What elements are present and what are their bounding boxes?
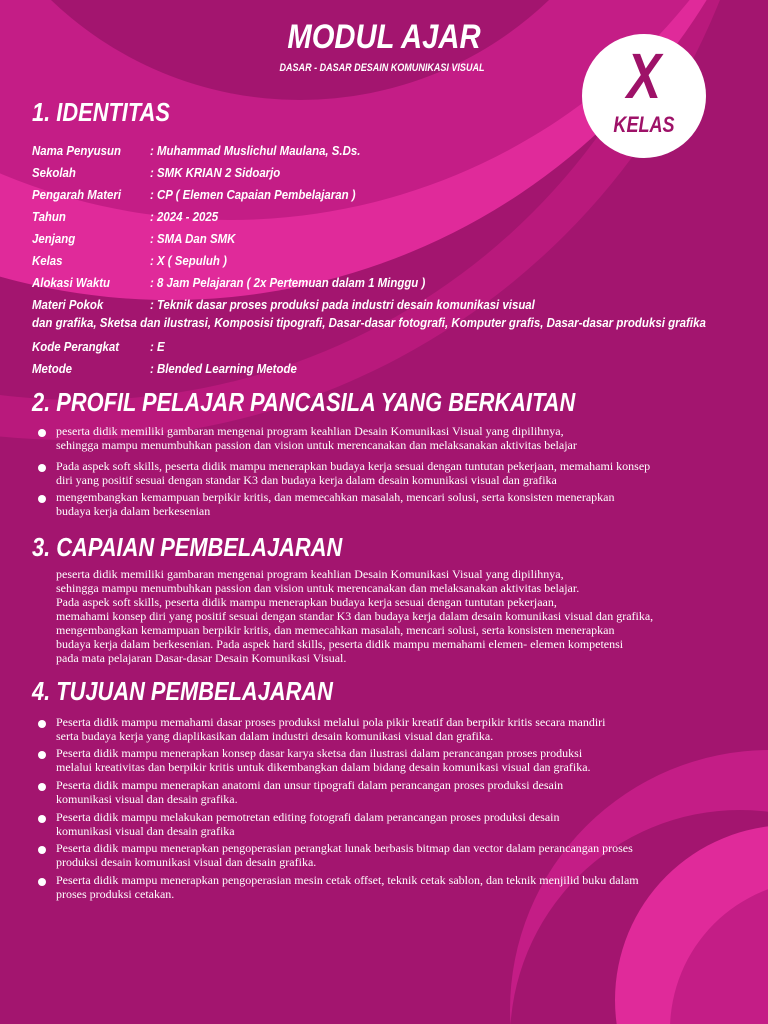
identity-label: Metode [32,361,73,376]
identity-value: : SMK KRIAN 2 Sidoarjo [150,165,281,180]
bullet-dot-icon [38,815,46,823]
identity-value: : 2024 - 2025 [150,209,219,224]
list-item-text: Peserta didik mampu memahami dasar proses produksi melalui pola pikir kreatif dan berpikir kritis secara mandiri serta budaya kerja yang diaplikasikan dalam industri desain komunikasi visual dan grafika. [56,715,606,743]
bullet-dot-icon [38,429,46,437]
list-item-text: Peserta didik mampu menerapkan anatomi dan unsur tipografi dalam perancangan proses produksi desain komunikasi visual dan desain grafika. [56,778,564,806]
identity-label: Nama Penyusun [32,143,122,158]
identity-value: : Blended Learning Metode [150,361,297,376]
identity-label: Sekolah [32,165,76,180]
identity-row [32,253,237,268]
identity-value: : SMA Dan SMK [150,231,236,246]
identity-row [32,275,463,290]
bullet-dot-icon [38,464,46,472]
bullet-dot-icon [38,846,46,854]
identity-materi-continuation: dan grafika, Sketsa dan ilustrasi, Komposisi tipografi, Dasar-dasar fotografi, Komputer grafis, Dasar-dasar produksi grafika [32,315,706,330]
identity-row [32,361,317,376]
identity-label: Materi Pokok [32,297,104,312]
bullet-dot-icon [38,495,46,503]
list-item-text: Peserta didik mampu menerapkan pengoperasian perangkat lunak berbasis bitmap dan vector dalam perancangan proses produksi desain komunikasi visual dan desain grafika. [56,841,633,869]
page-subtitle: DASAR - DASAR DESAIN KOMUNIKASI VISUAL [279,62,485,74]
list-item-text: Peserta didik mampu menerapkan pengoperasian mesin cetak offset, teknik cetak sablon, dan teknik menjilid buku dalam proses produksi cetakan. [56,873,639,901]
list-item-text: Peserta didik mampu menerapkan konsep dasar karya sketsa dan ilustrasi dalam perancangan proses produksi melalui kreativitas dan berpikir kritis untuk dikembangkan dalam bidang desain komunikasi visual dan grafika. [56,746,591,774]
bullet-dot-icon [38,751,46,759]
identity-label: Kode Perangkat [32,339,120,354]
section-heading-capaian: 3. CAPAIAN PEMBELAJARAN [32,532,343,562]
list-item-text: mengembangkan kemampuan berpikir kritis, dan memecahkan masalah, mencari solusi, serta konsisten menerapkan budaya kerja dalam berkesenian [56,490,615,518]
identity-label: Pengarah Materi [32,187,122,202]
class-badge [582,34,706,158]
page-title: MODUL AJAR [287,18,481,56]
identity-value: : CP ( Elemen Capaian Pembelajaran ) [150,187,356,202]
identity-row [32,143,389,158]
identity-value: : 8 Jam Pelajaran ( 2x Pertemuan dalam 1 Minggu ) [150,275,426,290]
identity-row [32,231,247,246]
identity-row [32,165,298,180]
bullet-dot-icon [38,783,46,791]
capaian-paragraph: peserta didik memiliki gambaran mengenai program keahlian Desain Komunikasi Visual yang dipilihnya, sehingga mampu menumbuhkan passion dan vision untuk merencanakan dan melaksanakan aktivitas belajar. Pada aspek soft skills, peserta didik mampu menerapkan budaya kerja sesuai dengan tuntutan pekerjaan, memahami konsep diri yang positif sesuai dengan standar K3 dan budaya kerja dalam desain komunikasi visual dan grafika, mengembangkan kemampuan berpikir kritis, dan memecahkan masalah, mencari solusi, serta konsisten menerapkan budaya kerja dalam berkesenian. Pada aspek hard skills, peserta didik mampu memahami elemen- elemen kompetensi pada mata pelajaran Dasar-dasar Desain Komunikasi Visual. [56,567,654,665]
identity-label: Jenjang [32,231,76,246]
list-item-text: peserta didik memiliki gambaran mengenai program keahlian Desain Komunikasi Visual yang dipilihnya, sehingga mampu menumbuhkan passion dan vision untuk merencanakan dan melaksanakan aktivitas belajar [56,424,577,452]
identity-row [32,339,167,354]
bullet-dot-icon [38,878,46,886]
identity-value: : X ( Sepuluh ) [150,253,227,268]
identity-label: Tahun [32,209,66,224]
bullet-dot-icon [38,720,46,728]
list-item-text: Pada aspek soft skills, peserta didik mampu menerapkan budaya kerja sesuai dengan tuntutan pekerjaan, memahami konsep diri yang positif sesuai dengan standar K3 dan budaya kerja dalam desain komunikasi visual dan grafika [56,459,651,487]
identity-value: : Teknik dasar proses produksi pada industri desain komunikasi visual [150,297,535,312]
identity-row [32,187,384,202]
identity-label: Kelas [32,253,63,268]
list-item-text: Peserta didik mampu melakukan pemotretan editing fotografi dalam perancangan proses produksi desain komunikasi visual dan desain grafika [56,810,560,838]
badge-label: KELAS [613,112,675,137]
badge-letter: X [626,40,662,112]
identity-row [32,209,227,224]
section-heading-profil: 2. PROFIL PELAJAR PANCASILA YANG BERKAITAN [32,387,576,417]
section-heading-identitas: 1. IDENTITAS [32,97,170,127]
identity-row [32,297,587,312]
identity-value: : E [150,339,165,354]
identity-value: : Muhammad Muslichul Maulana, S.Ds. [150,143,361,158]
identity-label: Alokasi Waktu [32,275,110,290]
section-heading-tujuan: 4. TUJUAN PEMBELAJARAN [32,676,333,706]
